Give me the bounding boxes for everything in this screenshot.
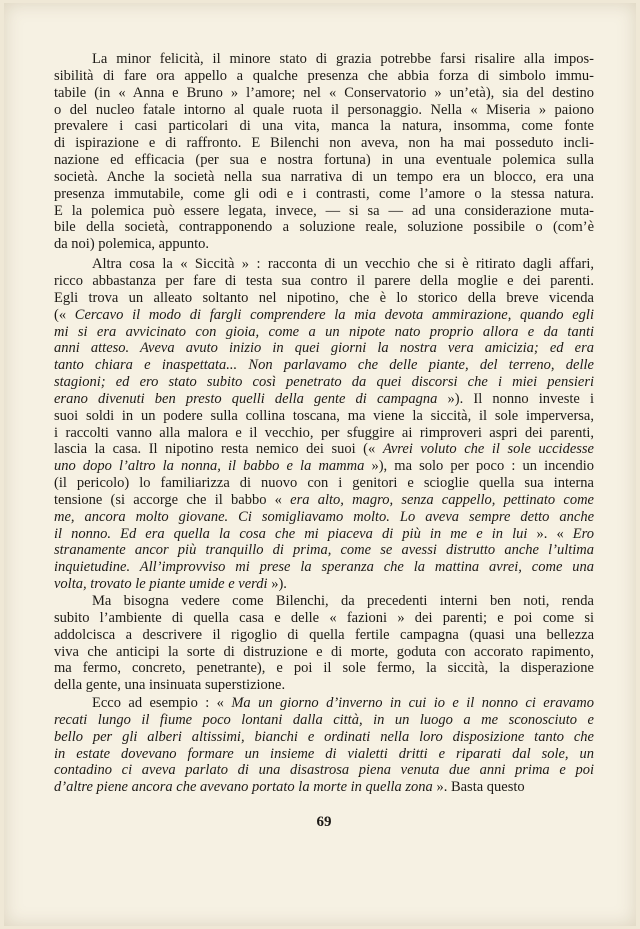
quoted-italic-text: Ero bbox=[572, 525, 594, 542]
text-segment: società. Anche la società nella sua narrativa di un tempo era un blocco, era una bbox=[54, 168, 594, 185]
quoted-italic-text: mi si era avvicinato con gioia, come a un nipote nato proprio allora e da tanti bbox=[54, 323, 594, 340]
quoted-italic-text: tanto chiara e inaspettata... Non parlavamo che delle piante, del terreno, delle bbox=[54, 357, 594, 374]
text-line bbox=[54, 236, 594, 253]
quoted-italic-text: in estate dovevano formare un insieme di vialetti dritti e riparati dal sole, un bbox=[54, 745, 594, 762]
quoted-italic-text: bello per gli alberi altissimi, bianchi e ordinati nella loro disposizione tanto che bbox=[54, 728, 594, 745]
text-line bbox=[54, 542, 594, 559]
text-segment: da noi) polemica, appunto. bbox=[54, 236, 210, 253]
text-line bbox=[54, 102, 594, 119]
text-line bbox=[54, 660, 594, 677]
text-segment: ma fermo, concreto, penetrante), e poi il sole fermo, la siccità, la disperazione bbox=[54, 660, 594, 677]
text-line bbox=[54, 627, 594, 644]
paragraph bbox=[54, 695, 594, 796]
text-segment: »). bbox=[267, 576, 287, 593]
text-segment: (il pericolo) lo familiarizza di nuovo con i genitori e scioglie quella sua interna bbox=[54, 475, 594, 492]
text-line bbox=[54, 559, 594, 576]
quoted-italic-text: contadino ci aveva parlato di una disastrosa piena venuta due anni prima e poi bbox=[54, 762, 594, 779]
text-line bbox=[54, 85, 594, 102]
text-segment: i raccolti vanno alla malora e il vecchio, per sfuggire ai rimproveri aspri dei parenti, bbox=[54, 424, 594, 441]
quoted-italic-text: uno dopo l’altro la nonna, il babbo e la mamma bbox=[54, 458, 365, 475]
text-line bbox=[54, 526, 594, 543]
text-segment: ». Basta questo bbox=[432, 779, 525, 796]
text-segment: »), ma solo per poco : un incendio bbox=[364, 458, 594, 475]
text-line bbox=[54, 340, 594, 357]
text-line bbox=[54, 51, 594, 68]
text-segment: prevalere i casi particolari di una vita, manca la natura, insomma, come fonte bbox=[54, 118, 594, 135]
text-line bbox=[54, 290, 594, 307]
text-line bbox=[54, 152, 594, 169]
text-segment: La minor felicità, il minore stato di grazia potrebbe farsi risalire alla impos- bbox=[92, 51, 594, 67]
quoted-italic-text: stranamente ancor più tranquillo di prima, come se avessi distrutto anche l’ultima bbox=[54, 542, 594, 559]
text-segment: ». « bbox=[527, 525, 573, 542]
text-segment: o del nucleo fatale intorno al quale ruota il personaggio. Nella « Miseria » paiono bbox=[54, 101, 594, 118]
text-line bbox=[54, 695, 594, 712]
text-segment: ricco abbastanza per fare di testa sua contro il parere della moglie e dei parenti. bbox=[54, 272, 594, 289]
text-line bbox=[54, 492, 594, 509]
text-segment: lascia la casa. Il nipotino resta nemico dei suoi (« bbox=[54, 441, 383, 458]
text-segment: presenza immutabile, come gli odi e i contrasti, come l’amore o la stessa natura. bbox=[54, 185, 594, 202]
text-segment: suoi soldi in un podere sulla collina toscana, ma viene la siccità, il sole imperversa, bbox=[54, 407, 594, 424]
text-line bbox=[54, 118, 594, 135]
text-segment: bile della società, contrapponendo a soluzione reale, soluzione possibile o (com’è bbox=[54, 219, 594, 236]
text-line bbox=[54, 729, 594, 746]
text-segment: sibilità di fare ora appello a qualche presenza che abbia forza di simbolo immu- bbox=[54, 67, 594, 84]
text-line bbox=[54, 475, 594, 492]
text-segment: di ispirazione e di raffronto. E Bilenchi non aveva, non ha mai posseduto incli- bbox=[54, 135, 594, 152]
text-segment: tabile (in « Anna e Bruno » l’amore; nel « Conservatorio » un’età), sia del destino bbox=[54, 84, 594, 101]
text-segment: addolcisca a descrivere il rigoglio di quella fertile campagna (quasi una bellezza bbox=[54, 626, 594, 643]
paragraph bbox=[54, 593, 594, 694]
text-line bbox=[54, 186, 594, 203]
paragraph bbox=[54, 51, 594, 253]
text-segment: »). Il nonno investe i bbox=[437, 390, 594, 407]
text-line bbox=[54, 762, 594, 779]
text-line bbox=[54, 746, 594, 763]
text-line bbox=[54, 712, 594, 729]
text-segment: viva che anticipi la sorte di distruzione e di morte, goduta con accorato rapimento, bbox=[54, 643, 594, 660]
quoted-italic-text: il nonno. Ed era quella la cosa che mi piaceva di più in me e in lui bbox=[54, 525, 528, 542]
text-segment: Ecco ad esempio : « bbox=[92, 695, 232, 712]
text-segment: subito l’ambiente di quella casa e delle « fazioni » dei parenti; e poi come si bbox=[54, 609, 594, 626]
text-line bbox=[54, 677, 594, 694]
text-line bbox=[54, 273, 594, 290]
text-segment: tensione (si accorge che il babbo « bbox=[54, 491, 291, 508]
text-line bbox=[54, 68, 594, 85]
text-line bbox=[54, 593, 594, 610]
text-segment: (« bbox=[54, 306, 75, 323]
quoted-italic-text: inquietudine. All’improvviso mi prese la speranza che la mattina avrei, come una bbox=[54, 559, 594, 576]
quoted-italic-text: me, ancora molto giovane. Ci somigliavamo molto. Lo aveva sempre detto anche bbox=[54, 508, 594, 525]
quoted-italic-text: volta, trovato le piante umide e verdi bbox=[54, 576, 268, 593]
text-line bbox=[54, 408, 594, 425]
text-line bbox=[54, 391, 594, 408]
text-line bbox=[54, 509, 594, 526]
text-line bbox=[54, 441, 594, 458]
body-text bbox=[54, 51, 594, 796]
text-line bbox=[54, 425, 594, 442]
text-segment: Egli trova un alleato soltanto nel nipotino, che è lo storico della breve vicenda bbox=[54, 289, 594, 306]
text-line bbox=[54, 374, 594, 391]
page-number: 69 bbox=[316, 814, 332, 830]
text-line bbox=[54, 256, 594, 273]
text-segment: Ma bisogna vedere come Bilenchi, da precedenti interni ben noti, renda bbox=[92, 593, 594, 609]
text-line bbox=[54, 610, 594, 627]
quoted-italic-text: anni atteso. Aveva avuto inizio in quei giorni la nostra vera amicizia; ed era bbox=[54, 340, 594, 357]
text-line bbox=[54, 357, 594, 374]
text-line bbox=[54, 203, 594, 220]
quoted-italic-text: Cercavo il modo di fargli comprendere la mia devota ammirazione, quando egli bbox=[74, 306, 594, 323]
text-line bbox=[54, 644, 594, 661]
text-line bbox=[54, 219, 594, 236]
text-line bbox=[54, 576, 594, 593]
quoted-italic-text: Ma un giorno d’inverno in cui io e il nonno ci eravamo bbox=[231, 695, 594, 712]
text-segment: E la polemica può essere legata, invece, — si sa — ad una considerazione muta- bbox=[54, 202, 594, 219]
quoted-italic-text: era alto, magro, senza cappello, pettinato come bbox=[290, 491, 594, 508]
text-segment: Altra cosa la « Siccità » : racconta di un vecchio che si è ritirato dagli affari, bbox=[92, 256, 594, 273]
book-page bbox=[4, 3, 636, 926]
text-segment: nazione ed efficacia (per sua e nostra fortuna) in una eventuale polemica sulla bbox=[54, 152, 594, 169]
text-line bbox=[54, 779, 594, 796]
text-segment: della gente, una insinuata superstizione. bbox=[54, 677, 286, 694]
quoted-italic-text: erano divenuti ben presto quelli della gente di campagna bbox=[54, 390, 438, 407]
text-line bbox=[54, 307, 594, 324]
quoted-italic-text: recati lungo il fiume poco lontani dalla città, in un luogo a me sconosciuto e bbox=[54, 711, 594, 728]
quoted-italic-text: stagioni; ed ero stato subito così penetrato da quei discorsi che i miei pensieri bbox=[54, 374, 594, 391]
quoted-italic-text: d’altre piene ancora che avevano portato la morte in quella zona bbox=[54, 779, 433, 796]
quoted-italic-text: Avrei voluto che il sole uccidesse bbox=[382, 441, 594, 458]
text-line bbox=[54, 324, 594, 341]
text-line bbox=[54, 458, 594, 475]
text-line bbox=[54, 169, 594, 186]
text-line bbox=[54, 135, 594, 152]
paragraph bbox=[54, 256, 594, 593]
